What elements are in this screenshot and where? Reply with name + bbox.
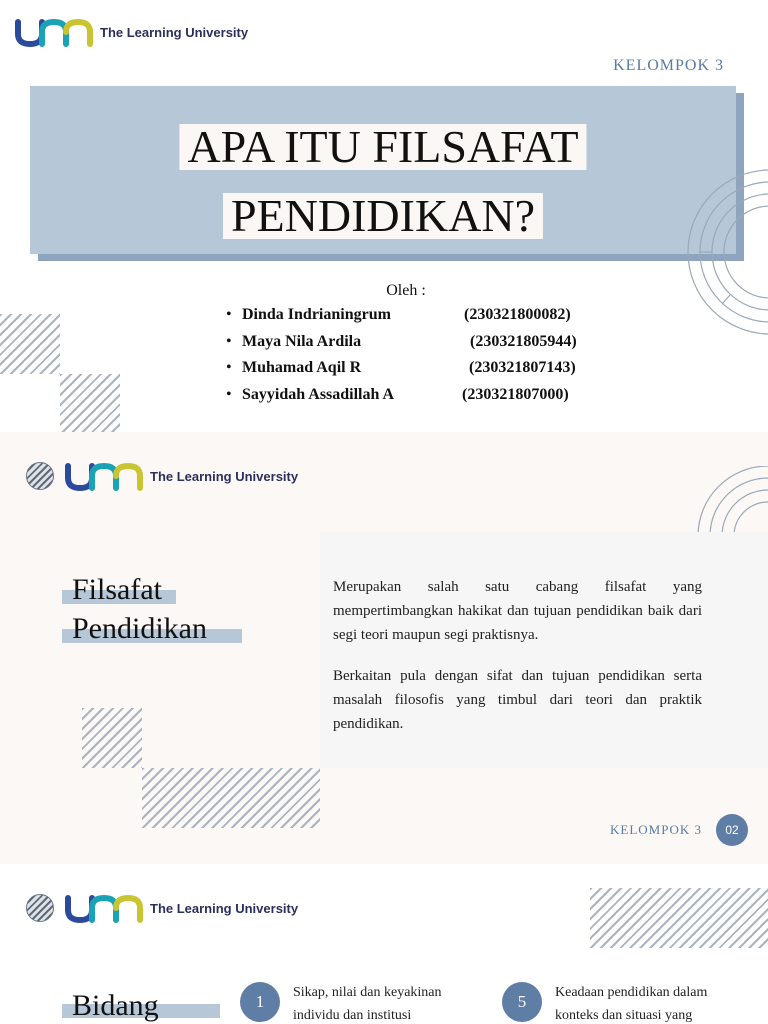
logo-text: The Learning University [150, 900, 299, 916]
item-number-badge: 5 [502, 982, 542, 1022]
item-text-line: Keadaan pendidikan dalam [555, 985, 708, 1000]
footer-group-label: KELOMPOK 3 [610, 822, 702, 837]
member-name: Muhamad Aqil R [242, 359, 362, 376]
title-box [30, 86, 736, 254]
item-text-line: Sikap, nilai dan keyakinan [293, 985, 442, 1000]
slide-1 [0, 0, 768, 432]
member-row: • Sayyidah Assadillah A (230321807000) [226, 386, 577, 413]
globe-icon [26, 894, 54, 922]
item-number-badge: 1 [240, 982, 280, 1022]
hatch-block [142, 768, 320, 828]
member-nim: (230321800082) [464, 306, 571, 323]
hatch-block [590, 888, 768, 948]
item-text-line: individu dan institusi [293, 1008, 412, 1023]
member-nim: (230321807000) [462, 385, 569, 403]
member-row: • Dinda Indrianingrum (230321800082) [226, 306, 577, 333]
group-label: KELOMPOK 3 [613, 57, 724, 74]
page-number-badge: 02 [716, 814, 748, 846]
um-logo [14, 16, 248, 48]
um-logo [64, 460, 298, 492]
member-list [226, 306, 577, 412]
definition-paragraph-2: Berkaitan pula dengan sifat dan tujuan pendidikan serta masalah filosofis yang timbul dari teori dan praktik pendidikan. [333, 668, 702, 732]
concentric-circles-decoration [660, 168, 768, 338]
section-heading-line-1: Filsafat [72, 573, 162, 606]
slide-3 [0, 864, 768, 1024]
logo-text: The Learning University [150, 468, 299, 484]
definition-paragraph-1: Merupakan salah satu cabang filsafat yang mempertimbangkan hakikat dan tujuan pendidikan baik dari segi teori maupun segi praktisnya. [333, 579, 702, 643]
logo-text: The Learning University [100, 24, 249, 40]
title-line-1: APA ITU FILSAFAT [179, 124, 586, 170]
member-name: Maya Nila Ardila [242, 332, 362, 350]
um-logo-icon [64, 892, 144, 924]
um-logo [64, 892, 298, 924]
hatch-block [82, 708, 142, 768]
section-heading: Bidang [72, 989, 159, 1022]
member-row: • Maya Nila Ardila (230321805944) [226, 333, 577, 360]
item-text-line: konteks dan situasi yang [555, 1008, 693, 1023]
member-name: Dinda Indrianingrum [242, 306, 391, 323]
section-heading-line-2: Pendidikan [72, 612, 207, 645]
globe-icon [26, 462, 54, 490]
oleh-label: Oleh : [386, 282, 426, 299]
member-name: Sayyidah Assadillah A [242, 385, 395, 403]
um-logo-icon [64, 460, 144, 492]
member-nim: (230321805944) [470, 332, 577, 350]
hatch-block [0, 314, 60, 374]
um-logo-icon [14, 16, 94, 48]
title-line-2: PENDIDIKAN? [223, 193, 543, 239]
hatch-block [60, 374, 120, 432]
member-nim: (230321807143) [469, 359, 576, 376]
member-row: • Muhamad Aqil R (230321807143) [226, 359, 577, 386]
